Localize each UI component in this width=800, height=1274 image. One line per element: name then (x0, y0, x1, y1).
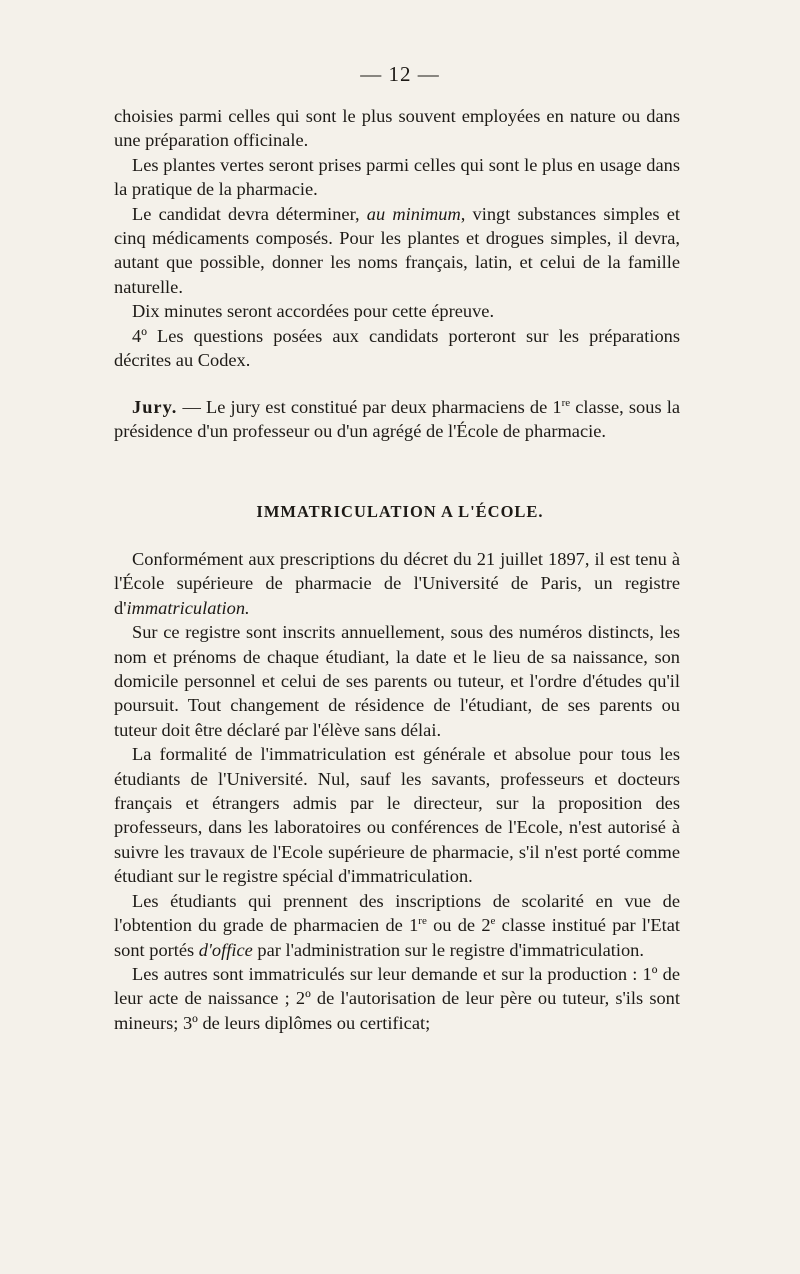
jury-paragraph (114, 395, 680, 444)
intro-text: , vingt substances simples et cinq médicaments composés. Pour les plantes et drogues simples, il devra, autant que possible, donner les noms français, latin, et celui de la famille naturelle. (114, 203, 681, 297)
body-paragraph-decree (114, 547, 680, 620)
intro-paragraph-plants: Les plantes vertes seront prises parmi celles qui sont le plus en usage dans la pratique de la pharmacie. (114, 154, 680, 200)
page-number: — 12 — (360, 62, 440, 86)
jury-text: classe, sous la présidence d'un professeur ou d'un agrégé de l'École de pharmacie. (114, 397, 681, 442)
superscript: re (418, 914, 427, 927)
body-paragraph-students (114, 889, 680, 962)
body-paragraph-register: Sur ce registre sont inscrits annuellement, sous des numéros distincts, les nom et prénoms de chaque étudiant, la date et le lieu de sa naissance, son domicile personnel et celui de ses parents ou tuteur, et l'ordre d'études qu'il poursuit. Tout changement de résidence de l'étudiant, de ses parents ou tuteur doit être déclaré par l'élève sans délai. (114, 622, 680, 740)
section-heading: IMMATRICULATION A L'ÉCOLE. (256, 502, 544, 521)
jury-text: — Le jury est constitué par deux pharmaciens de 1 (177, 397, 562, 417)
body-text: Conformément aux prescriptions du décret du 21 juillet 1897, il est tenu à l'École supérieure de pharmacie de l'Université de Paris, un registre d' (114, 549, 680, 618)
intro-line: choisies parmi celles qui sont le plus souvent employées en nature ou dans une préparation officinale. (114, 106, 680, 151)
intro-emphasis: au minimum (366, 203, 461, 224)
intro-text: Le candidat devra déterminer, (132, 203, 367, 224)
body-emphasis: immatriculation. (126, 597, 250, 618)
intro-paragraph-minimum (114, 202, 680, 300)
body-text: classe institué par l'Etat sont portés (114, 915, 680, 960)
intro-section (114, 104, 680, 372)
intro-paragraph-codex: 4º Les questions posées aux candidats porteront sur les préparations décrites au Codex. (114, 325, 680, 371)
jury-section (114, 395, 680, 444)
immatriculation-section (114, 547, 680, 1035)
jury-label: Jury. (132, 397, 178, 417)
superscript: re (561, 396, 571, 409)
body-paragraph-formality: La formalité de l'immatriculation est générale et absolue pour tous les étudiants de l'Université. Nul, sauf les savants, professeurs et docteurs français et étrangers admis par le directeur, sur la proposition des professeurs, dans les laboratoires ou conférences de l'Ecole, n'est autorisé à suivre les travaux de l'Ecole supérieure de pharmacie, s'il n'est porté comme étudiant sur le registre spécial d'immatriculation. (114, 744, 680, 887)
body-emphasis: d'office (198, 939, 253, 960)
body-text: par l'administration sur le registre d'immatriculation. (252, 939, 644, 960)
intro-paragraph-time: Dix minutes seront accordées pour cette épreuve. (132, 301, 495, 322)
body-text: Les étudiants qui prennent des inscriptions de scolarité en vue de l'obtention du grade de pharmacien de 1 (114, 890, 680, 936)
superscript: e (490, 914, 496, 927)
body-paragraph-others: Les autres sont immatriculés sur leur demande et sur la production : 1º de leur acte de naissance ; 2º de l'autorisation de leur père ou tuteur, s'ils sont mineurs; 3º de leurs diplômes ou certificat; (114, 963, 680, 1033)
body-text: ou de 2 (426, 915, 491, 936)
